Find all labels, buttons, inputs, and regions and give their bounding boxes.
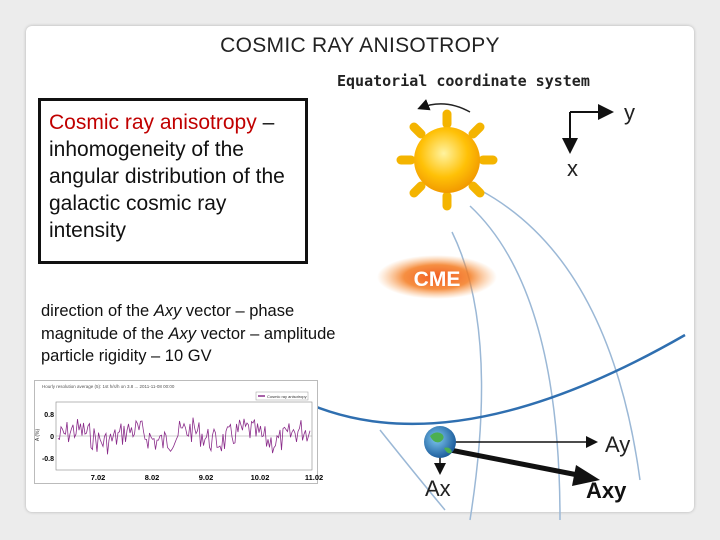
notes-list: [41, 300, 335, 368]
earth-icon: [424, 426, 456, 458]
mini-chart-x-tick: 11.02: [304, 473, 324, 482]
mini-chart-header: Hourly resolution average (5): 1st h/s/h on 3.8 ... 2011-11-08 00:00: [42, 384, 175, 389]
note-phase: direction of the Axy vector – phase: [41, 302, 295, 320]
axis-x-label: x: [567, 156, 578, 181]
note-rigidity: particle rigidity – 10 GV: [41, 347, 212, 365]
page-title: COSMIC RAY ANISOTROPY: [220, 34, 500, 57]
note-amplitude: magnitude of the Axy vector – amplitude: [41, 324, 336, 343]
vector-axy-arrow: [440, 448, 583, 476]
mini-chart-x-tick: 7.02: [90, 473, 106, 482]
mini-chart-y-tick: -0.8: [41, 456, 54, 463]
vector-axy-label: Axy: [586, 478, 627, 503]
definition-dash: –: [256, 111, 275, 134]
definition-box: [38, 98, 308, 264]
mini-chart-y-tick: 0.8: [44, 412, 54, 419]
mini-chart-x-tick: 10.02: [250, 473, 270, 482]
cme-label: CME: [413, 268, 461, 291]
vector-ay-label: Ay: [605, 432, 631, 457]
definition-text: inhomogeneity of the angular distribution of the galactic cosmic ray intensity: [49, 138, 285, 242]
vector-ax-label: Ax: [425, 476, 451, 501]
sun-icon: [401, 114, 493, 206]
anisotropy-mini-chart: [34, 380, 324, 484]
definition-term: Cosmic ray anisotropy: [49, 111, 257, 134]
axes-reference: [570, 112, 610, 150]
mini-chart-legend: Cosmic ray anisotropy: [267, 394, 307, 399]
mini-chart-ylabel: A (%): [35, 428, 41, 442]
mini-chart-x-tick: 8.02: [144, 473, 160, 482]
axis-y-label: y: [624, 100, 635, 125]
mini-chart-y-tick: 0: [50, 434, 54, 441]
coordinate-system-label: Equatorial coordinate system: [337, 72, 590, 90]
mini-chart-x-tick: 9.02: [198, 473, 214, 482]
field-line-2: [470, 206, 560, 520]
